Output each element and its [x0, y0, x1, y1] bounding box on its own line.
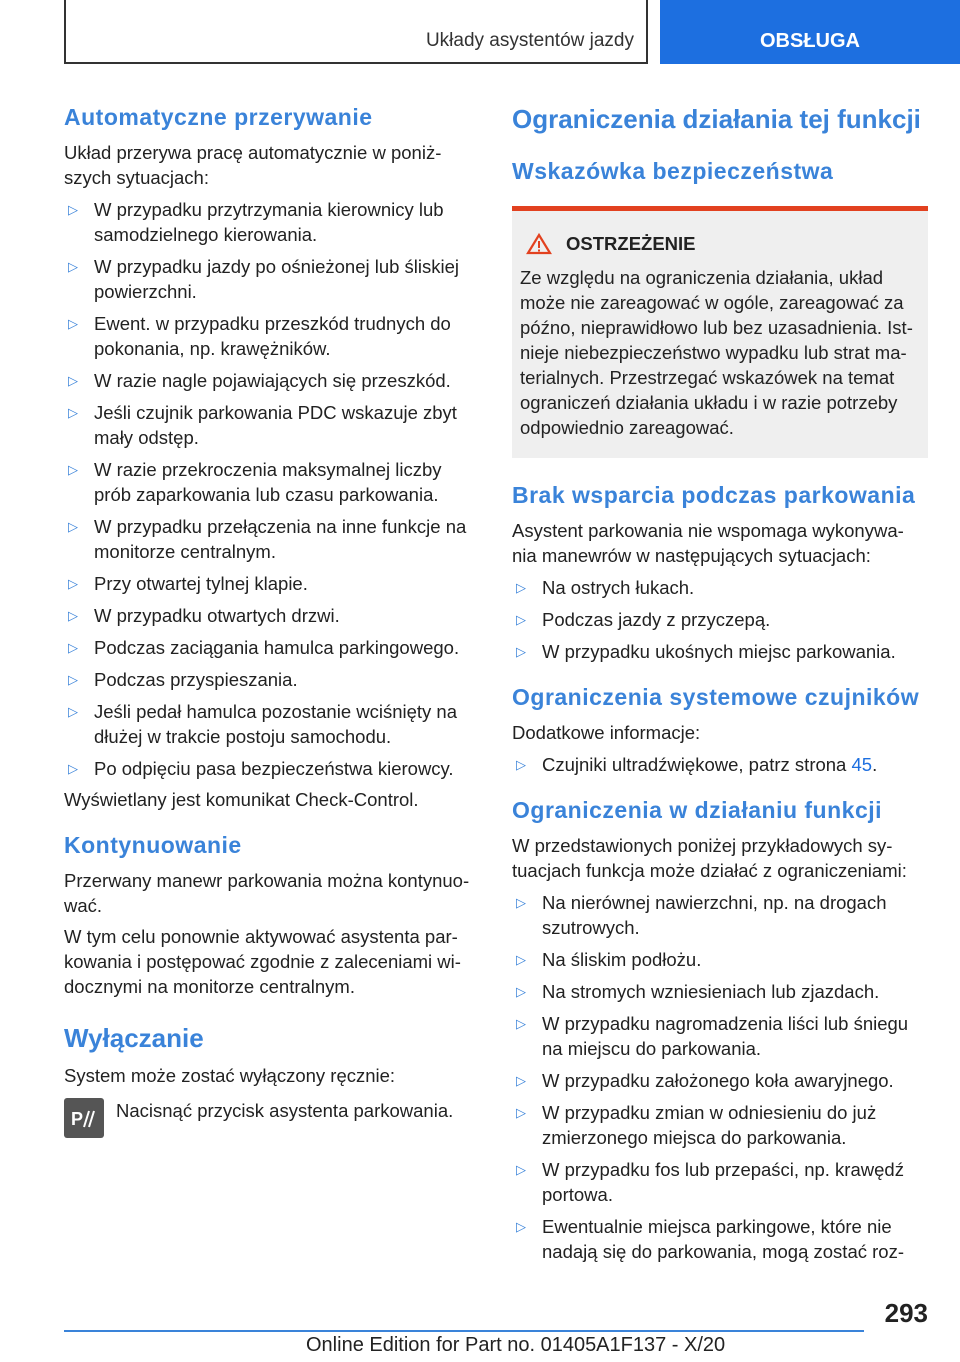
heading-function-limits-main: Ograniczenia działania tej funkcji	[512, 104, 921, 134]
list-item: ▷ Ewentualnie miejsca parkingowe, które nie nadają się do parkowania, mogą zostać roz-	[516, 1216, 904, 1262]
triangle-bullet-icon: ▷	[516, 952, 526, 967]
triangle-bullet-icon: ▷	[68, 462, 78, 477]
svg-text:P: P	[71, 1109, 84, 1129]
heading-sensor-limits: Ograniczenia systemowe czujników	[512, 684, 920, 710]
list-item: ▷ Na śliskim podłożu.	[516, 949, 702, 970]
no-support-intro: Asystent parkowania nie wspomaga wykonywa-nia manewrów w następujących sytuacjach:	[512, 520, 904, 566]
triangle-bullet-icon: ▷	[68, 373, 78, 388]
list-item: ▷ Na nierównej nawierzchni, np. na drogach szutrowych.	[516, 892, 887, 938]
list-item: ▷ W przypadku przełączenia na inne funkcje na monitorze centralnym.	[68, 516, 467, 562]
list-item: ▷ Jeśli czujnik parkowania PDC wskazuje zbyt mały odstęp.	[68, 402, 457, 448]
warning-box	[512, 206, 928, 458]
list-item: ▷ Jeśli pedał hamulca pozostanie wciśnięty na dłużej w trakcie postoju samochodu.	[68, 701, 458, 747]
list-item: ▷ W razie przekroczenia maksymalnej liczby prób zaparkowania lub czasu parkowania.	[68, 459, 442, 505]
triangle-bullet-icon: ▷	[68, 405, 78, 420]
triangle-bullet-icon: ▷	[68, 672, 78, 687]
warning-text: Ze względu na ograniczenia działania, układ może nie zareagować w ogóle, zareagować za późno, nieprawidłowo lub bez uzasadnienia. Ist-nieje niebezpieczeństwo wypadku lub strat ma-terialnych. Przestrzegać wskazówek na temat ograniczeń działania układu i w razie potrzeby odpowiednio zareagować.	[520, 267, 913, 438]
list-item: ▷ W przypadku założonego koła awaryjnego.	[516, 1070, 894, 1091]
list-item: ▷ W przypadku nagromadzenia liści lub śniegu na miejscu do parkowania.	[516, 1013, 909, 1059]
sensor-limits-intro: Dodatkowe informacje:	[512, 722, 701, 743]
header-chapter-tab[interactable]: OBSŁUGA	[660, 0, 960, 64]
list-item: ▷ Podczas jazdy z przyczepą.	[516, 609, 771, 630]
heading-safety-note: Wskazówka bezpieczeństwa	[512, 158, 834, 184]
header-section-title: Układy asystentów jazdy	[425, 30, 634, 51]
footer-divider	[64, 1330, 864, 1332]
auto-interrupt-intro: Układ przerywa pracę automatycznie w poniż-szych sytuacjach:	[64, 142, 442, 188]
triangle-bullet-icon: ▷	[516, 1105, 526, 1120]
triangle-bullet-icon: ▷	[516, 984, 526, 999]
function-limits-intro: W przedstawionych poniżej przykładowych sy-tuacjach funkcja może działać z ograniczeniami:	[512, 835, 907, 881]
right-column	[512, 100, 928, 1264]
left-column	[64, 100, 480, 1138]
triangle-bullet-icon: ▷	[68, 608, 78, 623]
switch-off-text: System może zostać wyłączony ręcznie:	[64, 1065, 396, 1086]
triangle-bullet-icon: ▷	[68, 202, 78, 217]
sensor-limits-list	[512, 752, 928, 777]
triangle-bullet-icon: ▷	[516, 1073, 526, 1088]
triangle-bullet-icon: ▷	[516, 1016, 526, 1031]
triangle-bullet-icon: ▷	[68, 761, 78, 776]
triangle-bullet-icon: ▷	[68, 576, 78, 591]
list-item: ▷ W przypadku jazdy po ośnieżonej lub śliskiej powierzchni.	[68, 256, 460, 302]
page-number: 293	[884, 1298, 928, 1328]
list-item: ▷ Na stromych wzniesieniach lub zjazdach.	[516, 981, 880, 1002]
list-item: ▷ W razie nagle pojawiających się przeszkód.	[68, 370, 451, 391]
heading-switch-off: Wyłączanie	[64, 1023, 204, 1053]
page-link-45[interactable]: 45	[851, 754, 873, 775]
continue-text-1: Przerwany manewr parkowania można kontynuo-wać.	[64, 870, 470, 916]
warning-triangle-icon	[526, 233, 552, 255]
list-item: ▷ Czujniki ultradźwiękowe, patrz strona 45.	[516, 754, 878, 775]
continue-text-2: W tym celu ponownie aktywować asystenta par-kowania i postępować zgodnie z zaleceniami wi-docznymi na monitorze centralnym.	[64, 926, 461, 997]
triangle-bullet-icon: ▷	[68, 519, 78, 534]
list-item: ▷ W przypadku przytrzymania kierownicy lub samodzielnego kierowania.	[68, 199, 444, 245]
park-assist-button-text: Nacisnąć przycisk asystenta parkowania.	[116, 1100, 454, 1121]
park-assist-button-icon	[64, 1098, 104, 1138]
list-item: ▷ W przypadku ukośnych miejsc parkowania.	[516, 641, 896, 662]
triangle-bullet-icon: ▷	[516, 1219, 526, 1234]
function-limits-list	[512, 890, 928, 1264]
heading-auto-interrupt: Automatyczne przerywanie	[64, 104, 373, 130]
triangle-bullet-icon: ▷	[68, 316, 78, 331]
triangle-bullet-icon: ▷	[516, 895, 526, 910]
triangle-bullet-icon: ▷	[516, 1162, 526, 1177]
triangle-bullet-icon: ▷	[516, 644, 526, 659]
heading-no-support: Brak wsparcia podczas parkowania	[512, 482, 916, 508]
triangle-bullet-icon: ▷	[516, 612, 526, 627]
footer-edition-text: Online Edition for Part no. 01405A1F137 - X/20	[306, 1334, 726, 1356]
triangle-bullet-icon: ▷	[68, 640, 78, 655]
list-item: ▷ Ewent. w przypadku przeszkód trudnych do pokonania, np. krawężników.	[68, 313, 451, 359]
list-item: ▷ Przy otwartej tylnej klapie.	[68, 573, 308, 594]
list-item: ▷ W przypadku fos lub przepaści, np. krawędź portowa.	[516, 1159, 904, 1205]
triangle-bullet-icon: ▷	[68, 259, 78, 274]
list-item: ▷ W przypadku zmian w odniesieniu do już zmierzonego miejsca do parkowania.	[516, 1102, 877, 1148]
heading-function-limits: Ograniczenia w działaniu funkcji	[512, 797, 883, 823]
list-item: ▷ Po odpięciu pasa bezpieczeństwa kierowcy.	[68, 758, 454, 779]
list-item: ▷ Na ostrych łukach.	[516, 577, 695, 598]
triangle-bullet-icon: ▷	[516, 757, 526, 772]
park-assist-button-row	[64, 1098, 480, 1138]
list-item: ▷ W przypadku otwartych drzwi.	[68, 605, 340, 626]
list-item: ▷ Podczas zaciągania hamulca parkingowego.	[68, 637, 460, 658]
no-support-list	[512, 575, 928, 664]
auto-interrupt-list	[64, 197, 480, 781]
triangle-bullet-icon: ▷	[516, 580, 526, 595]
auto-interrupt-outro: Wyświetlany jest komunikat Check-Control.	[64, 789, 419, 810]
warning-title: OSTRZEŻENIE	[526, 233, 920, 255]
triangle-bullet-icon: ▷	[68, 704, 78, 719]
list-item: ▷ Podczas przyspieszania.	[68, 669, 298, 690]
heading-continue: Kontynuowanie	[64, 832, 242, 858]
